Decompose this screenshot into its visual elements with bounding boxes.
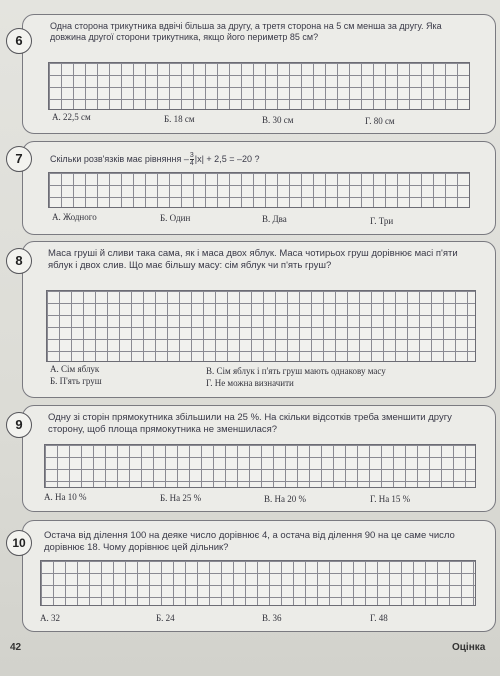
task-10-answer-b[interactable]: Б. 24 [156,613,175,623]
task-8-answer-b[interactable]: Б. П'ять груш [50,376,102,386]
task-9-answer-c[interactable]: В. На 20 % [264,494,306,504]
task-number-6: 6 [6,28,32,54]
task-10-grid[interactable] [40,560,476,606]
task-6-answer-d[interactable]: Г. 80 см [365,116,395,126]
task-7-answer-d[interactable]: Г. Три [370,216,394,226]
task-10-answer-a[interactable]: А. 32 [40,613,60,623]
task-8-question: Маса груші й сливи така сама, як і маса двох яблук. Маса чотирьох груш дорівнює масі п'яти яблук і двох слив. Що має більшу масу: сім яблук чи п'ять груш? [48,248,458,271]
task-7-answer-b[interactable]: Б. Один [160,213,191,223]
task-10-answer-d[interactable]: Г. 48 [370,613,388,623]
task-10-question: Остача від ділення 100 на деяке число дорівнює 4, а остача від ділення 90 на це саме число дорівнює 18. Чому дорівнює цей дільник? [44,530,455,553]
task-7-grid[interactable] [48,172,470,208]
task-7-question-end: |x| + 2,5 = –20 ? [194,153,260,164]
task-7-question-start: Скільки розв'язків має рівняння – [50,153,189,164]
page-number: 42 [10,642,22,653]
task-number-9: 9 [6,412,32,438]
task-8-answer-d[interactable]: Г. Не можна визначити [206,378,294,388]
task-9-answer-d[interactable]: Г. На 15 % [370,494,411,504]
task-9-grid[interactable] [44,444,476,488]
task-9-answer-b[interactable]: Б. На 25 % [160,493,202,503]
task-7-fraction-denominator: 4 [189,160,194,167]
task-6-answer-b[interactable]: Б. 18 см [164,114,195,124]
task-6-answer-a[interactable]: А. 22,5 см [52,112,91,122]
task-9-answer-a[interactable]: А. На 10 % [44,492,87,502]
task-7-question [50,152,470,167]
task-number-10: 10 [6,530,32,556]
task-10-answer-c[interactable]: В. 36 [262,613,282,623]
task-8-grid[interactable] [46,290,476,362]
task-8-answer-a[interactable]: А. Сім яблук [50,364,100,374]
task-9-question: Одну зі сторін прямокутника збільшили на 25 %. На скільки відсотків треба зменшити другу сторону, щоб площа прямокутника не зменшилася? [48,412,452,435]
task-number-7: 7 [6,146,32,172]
task-7-fraction [190,152,194,167]
task-6-grid[interactable] [48,62,470,110]
task-6-question: Одна сторона трикутника вдвічі більша за другу, а третя сторона на 5 см менша за другу. Яка довжина другої сторони трикутника, якщо його периметр 85 см? [50,21,442,42]
task-8-answer-c[interactable]: В. Сім яблук і п'ять груш мають однакову масу [206,366,386,376]
task-number-8: 8 [6,248,32,274]
task-7-answer-c[interactable]: В. Два [262,214,287,224]
task-6-answer-c[interactable]: В. 30 см [262,115,294,125]
grade-label: Оцінка [452,642,486,653]
task-7-fraction-numerator: 3 [189,152,194,159]
task-7-answer-a[interactable]: А. Жодного [52,212,97,222]
